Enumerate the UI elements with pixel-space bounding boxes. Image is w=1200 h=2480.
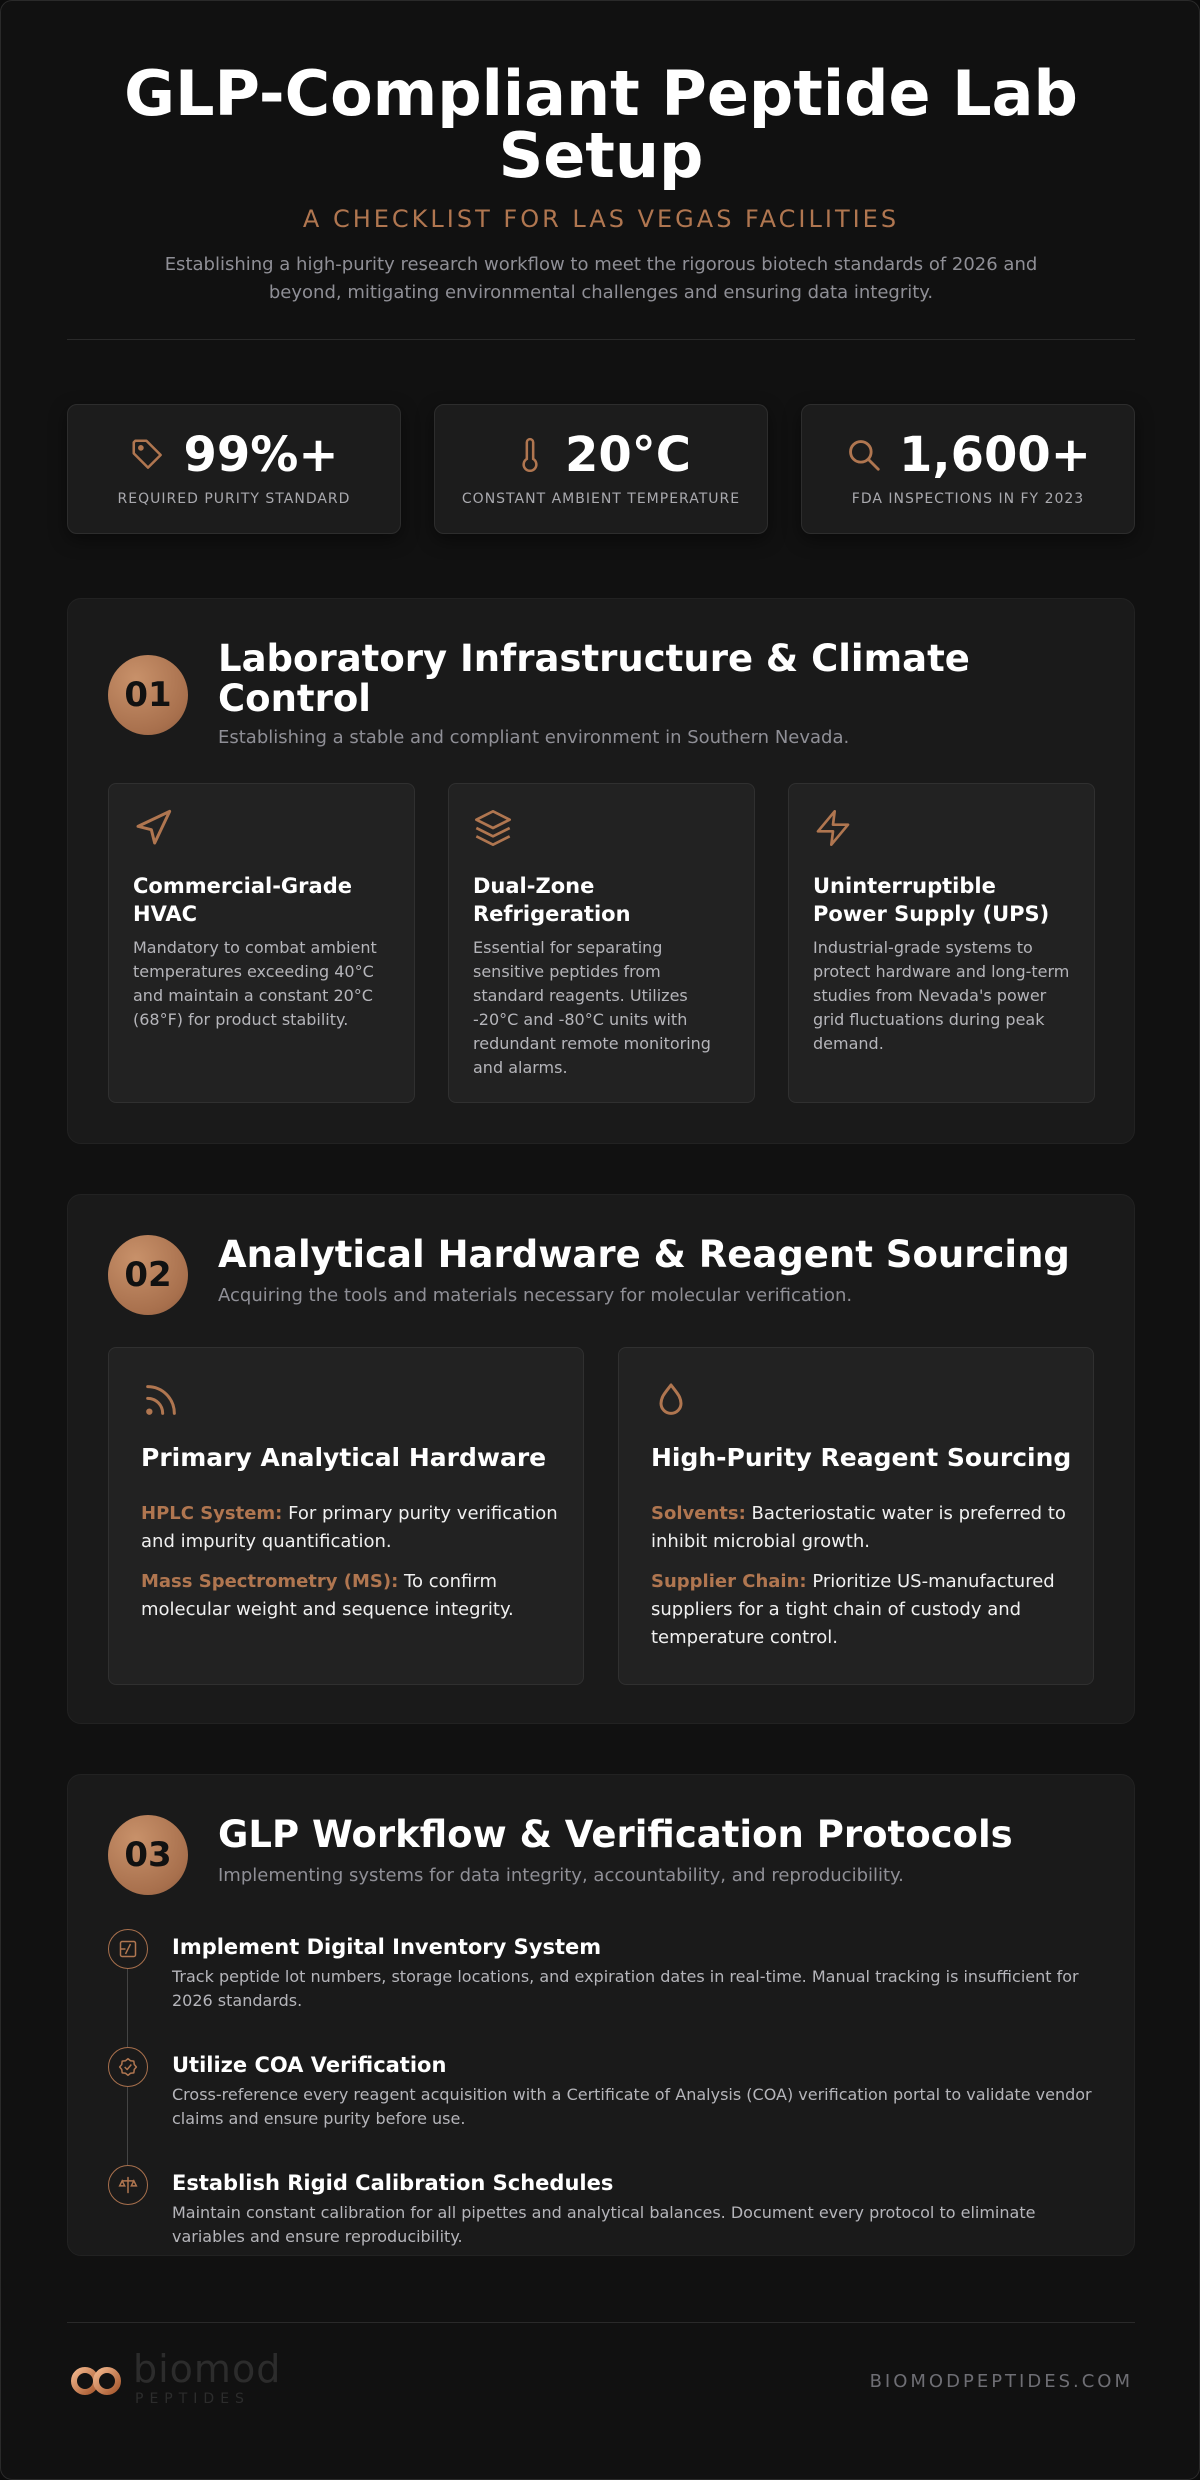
section-subtitle: Acquiring the tools and materials necessary for molecular verification. <box>218 1285 853 1306</box>
magnifier-icon <box>845 436 883 474</box>
card-analytical-hardware <box>108 1347 584 1685</box>
section-hardware <box>67 1194 1135 1724</box>
item-text: To confirm molecular weight and sequence integrity. <box>141 1571 514 1620</box>
item-label: Supplier Chain: <box>651 1571 807 1592</box>
thermometer-icon <box>511 436 549 474</box>
signal-icon <box>141 1380 181 1420</box>
tag-icon <box>129 436 167 474</box>
section-workflow <box>67 1774 1135 2256</box>
section-title: GLP Workflow & Verification Protocols <box>218 1813 1013 1856</box>
lightning-icon <box>813 808 853 848</box>
scale-icon <box>108 2165 148 2205</box>
stat-value: 1,600+ <box>898 427 1092 483</box>
item-label: HPLC System: <box>141 1503 283 1524</box>
card-title: Uninterruptible Power Supply (UPS) <box>813 874 1050 926</box>
card-item <box>651 1500 1071 1556</box>
brand-logo <box>67 2347 327 2411</box>
section-number-badge: 01 <box>108 655 188 735</box>
card-item <box>141 1568 561 1624</box>
item-label: Mass Spectrometry (MS): <box>141 1571 399 1592</box>
droplet-icon <box>651 1380 691 1420</box>
card-title: Dual-Zone Refrigeration <box>473 874 631 926</box>
card-ups <box>788 783 1095 1103</box>
section-title: Laboratory Infrastructure & Climate Control <box>218 637 970 720</box>
footer-divider <box>67 2322 1135 2323</box>
stat-label: REQUIRED PURITY STANDARD <box>117 491 351 507</box>
stat-value: 20°C <box>564 427 692 483</box>
stat-card-inspections <box>801 404 1135 534</box>
step-text: Maintain constant calibration for all pipettes and analytical balances. Document every protocol to eliminate variables and ensure reproducibility. <box>172 2203 1036 2246</box>
item-text: Bacteriostatic water is preferred to inhibit microbial growth. <box>651 1503 1066 1552</box>
section-number-badge: 02 <box>108 1235 188 1315</box>
item-text: Prioritize US-manufactured suppliers for a tight chain of custody and temperature control. <box>651 1571 1055 1648</box>
section-title: Analytical Hardware & Reagent Sourcing <box>218 1233 1070 1276</box>
section-subtitle: Establishing a stable and compliant environment in Southern Nevada. <box>218 727 850 748</box>
intro-text: Establishing a high-purity research workflow to meet the rigorous biotech standards of 2026 and beyond, mitigating environmental challenges and ensuring data integrity. <box>164 254 1038 303</box>
section-infrastructure <box>67 598 1135 1144</box>
section-subtitle: Implementing systems for data integrity, accountability, and reproducibility. <box>218 1865 904 1886</box>
step-title: Establish Rigid Calibration Schedules <box>172 2171 614 2195</box>
card-hvac <box>108 783 415 1103</box>
card-reagent-sourcing <box>618 1347 1094 1685</box>
website-link[interactable]: BIOMODPEPTIDES.COM <box>869 2371 1133 2392</box>
header-divider <box>67 339 1135 340</box>
step-text: Track peptide lot numbers, storage locations, and expiration dates in real-time. Manual tracking is insufficient for 2026 standards. <box>172 1967 1079 2010</box>
card-refrigeration <box>448 783 755 1103</box>
card-title: Commercial-Grade HVAC <box>133 874 352 926</box>
section-number-badge: 03 <box>108 1815 188 1895</box>
logo-mark-icon <box>67 2351 127 2411</box>
stat-value: 99%+ <box>183 427 339 483</box>
item-text: For primary purity verification and impurity quantification. <box>141 1503 558 1552</box>
step-text: Cross-reference every reagent acquisition with a Certificate of Analysis (COA) verification portal to validate vendor claims and ensure purity before use. <box>172 2085 1092 2128</box>
step-title: Utilize COA Verification <box>172 2053 447 2077</box>
card-text: Essential for separating sensitive peptides from standard reagents. Utilizes -20°C and -80°C units with redundant remote monitoring and alarms. <box>473 938 711 1077</box>
card-text: Mandatory to combat ambient temperatures exceeding 40°C and maintain a constant 20°C (68°F) for product stability. <box>133 938 377 1029</box>
stat-card-purity <box>67 404 401 534</box>
item-label: Solvents: <box>651 1503 746 1524</box>
stat-label: CONSTANT AMBIENT TEMPERATURE <box>461 491 741 507</box>
wind-icon <box>133 808 173 848</box>
logo-wordmark: biomod <box>133 2347 282 2391</box>
logo-subtext: PEPTIDES <box>135 2391 250 2407</box>
step-connector <box>127 1969 128 2047</box>
card-item <box>651 1568 1071 1652</box>
card-title: High-Purity Reagent Sourcing <box>651 1443 1072 1472</box>
verified-badge-icon <box>108 2047 148 2087</box>
layers-icon <box>473 808 513 848</box>
page-subtitle: A CHECKLIST FOR LAS VEGAS FACILITIES <box>302 205 900 233</box>
step-title: Implement Digital Inventory System <box>172 1935 602 1959</box>
inventory-icon <box>108 1929 148 1969</box>
stat-card-temperature <box>434 404 768 534</box>
step-connector <box>127 2087 128 2165</box>
page-title: GLP-Compliant Peptide Lab Setup <box>124 57 1078 192</box>
stat-label: FDA INSPECTIONS IN FY 2023 <box>851 491 1085 507</box>
card-title: Primary Analytical Hardware <box>141 1443 547 1472</box>
card-item <box>141 1500 561 1556</box>
card-text: Industrial-grade systems to protect hardware and long-term studies from Nevada's power grid fluctuations during peak demand. <box>813 938 1070 1053</box>
